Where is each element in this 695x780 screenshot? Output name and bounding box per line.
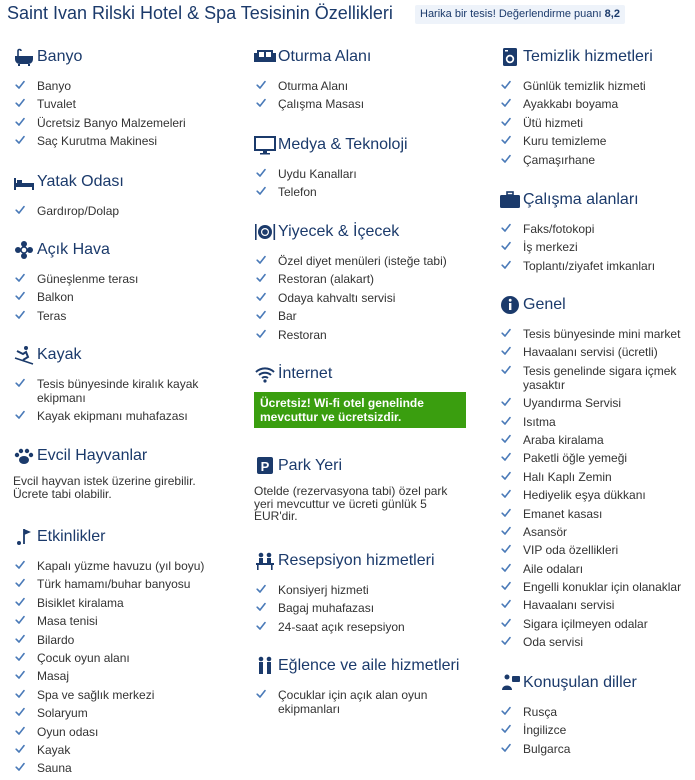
list-item-label: Kayak (37, 742, 71, 757)
list-item (499, 240, 688, 254)
section-etkinlik (13, 527, 253, 776)
section-title: Çalışma alanları (523, 191, 639, 208)
list-item-label: Ayakkabı boyama (523, 97, 619, 112)
list-item (254, 185, 478, 199)
section-oturma (254, 47, 494, 112)
list-item (13, 669, 207, 683)
list-item-label: Masa tenisi (37, 614, 98, 629)
list-item (13, 272, 207, 286)
checkmark-icon (501, 636, 511, 646)
checkmark-icon (15, 117, 25, 127)
section-header (499, 295, 695, 315)
list-item (499, 134, 688, 148)
golf-flag-icon (13, 527, 35, 547)
section-title: Banyo (37, 48, 83, 65)
section-diller (499, 673, 695, 756)
list-item-label: Solaryum (37, 706, 88, 721)
checkmark-icon (501, 526, 511, 536)
checkmark-icon (501, 135, 511, 145)
list-item-label: Tesis bünyesinde kiralık kayak ekipmanı (37, 377, 199, 405)
section-item-list (13, 559, 207, 780)
list-item-label: Sigara içilmeyen odalar (523, 616, 648, 631)
list-item (13, 633, 207, 647)
checkmark-icon (15, 689, 25, 699)
list-item-label: Havaalanı servisi (523, 598, 615, 613)
section-item-list (499, 327, 688, 654)
checkmark-icon (501, 706, 511, 716)
checkmark-icon (501, 544, 511, 554)
list-item (499, 345, 688, 359)
page-title: Saint Ivan Rilski Hotel & Spa Tesisinin Özellikleri (7, 3, 393, 23)
checkmark-icon (15, 762, 25, 772)
list-item (499, 742, 688, 756)
checkmark-icon (15, 410, 25, 420)
section-evcil (13, 446, 253, 501)
list-item-label: Ütü hizmeti (523, 115, 584, 130)
list-item-label: Masaj (37, 669, 70, 684)
section-item-list (13, 272, 207, 327)
checkmark-icon (501, 117, 511, 127)
list-item-label: Tesis bünyesinde mini market (523, 327, 681, 341)
list-item (499, 598, 688, 612)
speech-bubble-icon (499, 673, 521, 693)
skier-icon (13, 345, 35, 365)
list-item (13, 97, 207, 111)
section-acikhava (13, 240, 253, 323)
section-header (13, 446, 253, 466)
section-medya (254, 135, 494, 200)
list-item (254, 620, 478, 634)
checkmark-icon (256, 168, 266, 178)
checkmark-icon (256, 255, 266, 265)
list-item-label: Tesis genelinde sigara içmek yasaktır (523, 363, 677, 392)
checkmark-icon (15, 634, 25, 644)
list-item (254, 688, 478, 716)
section-title: Evcil Hayvanlar (37, 447, 148, 464)
list-item (254, 583, 478, 597)
list-item (499, 723, 688, 737)
list-item-label: Toplantı/ziyafet imkanları (523, 258, 656, 273)
checkmark-icon (15, 310, 25, 320)
list-item-label: Uydu Kanalları (278, 167, 357, 181)
svg-text:P: P (260, 459, 270, 474)
section-item-list (254, 583, 478, 638)
list-item-label: Kayak ekipmanı muhafazası (37, 409, 188, 424)
section-title: Etkinlikler (37, 528, 106, 545)
list-item (13, 688, 207, 702)
section-title: Yatak Odası (37, 173, 124, 190)
list-item-label: İngilizce (523, 723, 567, 738)
list-item (13, 614, 207, 628)
list-item (13, 116, 207, 130)
list-item-label: Güneşlenme terası (37, 272, 139, 286)
section-header (13, 47, 253, 67)
list-item-label: Bar (278, 309, 297, 324)
section-kayak (13, 345, 253, 424)
section-title: Yiyecek & İçecek (278, 223, 400, 240)
list-item (254, 97, 478, 111)
list-item-label: Çalışma Masası (278, 97, 365, 112)
list-item-label: Tuvalet (37, 97, 76, 112)
list-item-label: Banyo (37, 79, 72, 93)
list-item-label: Oyun odası (37, 724, 99, 739)
checkmark-icon (501, 223, 511, 233)
section-item-list (254, 688, 478, 720)
checkmark-icon (15, 578, 25, 588)
list-item-label: Isıtma (523, 414, 556, 429)
list-item (499, 433, 688, 447)
list-item (254, 167, 478, 181)
reception-icon (254, 551, 276, 571)
list-item-label: 24-saat açık resepsiyon (278, 619, 405, 634)
list-item (13, 290, 207, 304)
section-header (13, 345, 253, 365)
info-icon (499, 295, 521, 315)
list-item (499, 396, 688, 410)
section-note: Evcil hayvan istek üzerine girebilir. Ücrete tabi olabilir. (13, 474, 196, 501)
list-item (499, 470, 688, 484)
checkmark-icon (15, 80, 25, 90)
section-title: Konuşulan diller (523, 674, 637, 691)
list-item-label: Oda servisi (523, 635, 584, 650)
section-header (254, 47, 494, 67)
rating-text: Harika bir tesis! Değerlendirme puanı (420, 8, 602, 20)
checkmark-icon (15, 560, 25, 570)
list-item (254, 309, 478, 323)
list-item (499, 79, 688, 93)
section-title: Resepsiyon hizmetleri (278, 552, 435, 569)
list-item-label: İş merkezi (523, 240, 578, 255)
checkmark-icon (15, 597, 25, 607)
list-item-label: Odaya kahvaltı servisi (278, 290, 396, 305)
list-item (499, 488, 688, 502)
bed-icon (13, 172, 35, 192)
list-item (499, 635, 688, 649)
free-wifi-banner (254, 392, 466, 428)
list-item-label: Telefon (278, 185, 317, 200)
checkmark-icon (501, 471, 511, 481)
list-item-label: Kapalı yüzme havuzu (yıl boyu) (37, 559, 205, 573)
list-item (499, 364, 688, 392)
section-title: Genel (523, 296, 566, 313)
section-title: Temizlik hizmetleri (523, 48, 653, 65)
flower-icon (13, 240, 35, 260)
checkmark-icon (15, 744, 25, 754)
section-header (499, 190, 695, 210)
section-header (254, 656, 494, 676)
section-title: İnternet (278, 365, 333, 382)
list-item-label: Bisiklet kiralama (37, 595, 124, 610)
sofa-icon (254, 47, 276, 67)
section-park (254, 456, 494, 523)
list-item-label: Ücretsiz Banyo Malzemeleri (37, 115, 186, 130)
washing-machine-icon (499, 47, 521, 67)
list-item-label: Günlük temizlik hizmeti (523, 79, 646, 93)
list-item-label: Havaalanı servisi (ücretli) (523, 345, 658, 360)
checkmark-icon (256, 689, 266, 699)
list-item-label: Saç Kurutma Makinesi (37, 134, 158, 149)
list-item-label: VIP oda özellikleri (523, 543, 619, 558)
checkmark-icon (501, 260, 511, 270)
section-title: Oturma Alanı (278, 48, 372, 65)
checkmark-icon (256, 310, 266, 320)
list-item-label: Uyandırma Servisi (523, 396, 622, 411)
paw-icon (13, 446, 35, 466)
list-item (499, 415, 688, 429)
checkmark-icon (256, 273, 266, 283)
list-item-label: Sauna (37, 761, 72, 776)
checkmark-icon (501, 618, 511, 628)
list-item-label: Faks/fotokopi (523, 222, 595, 236)
checkmark-icon (256, 329, 266, 339)
checkmark-icon (256, 80, 266, 90)
checkmark-icon (15, 98, 25, 108)
section-item-list (499, 705, 688, 760)
list-item (13, 596, 207, 610)
list-item-label: Restoran (278, 327, 327, 342)
section-item-list (254, 167, 478, 204)
checkmark-icon (256, 292, 266, 302)
list-item (13, 559, 207, 573)
checkmark-icon (15, 726, 25, 736)
checkmark-icon (501, 397, 511, 407)
list-item (254, 291, 478, 305)
list-item (254, 328, 478, 342)
list-item-label: Spa ve sağlık merkezi (37, 687, 155, 702)
list-item (499, 562, 688, 576)
checkmark-icon (15, 205, 25, 215)
checkmark-icon (501, 452, 511, 462)
section-header (254, 135, 494, 155)
list-item-label: Paketli öğle yemeği (523, 451, 628, 466)
checkmark-icon (15, 273, 25, 283)
section-title: Kayak (37, 346, 82, 363)
list-item-label: Kuru temizleme (523, 134, 607, 149)
checkmark-icon (501, 328, 511, 338)
list-item (254, 254, 478, 268)
section-title: Park Yeri (278, 457, 343, 474)
checkmark-icon (501, 581, 511, 591)
checkmark-icon (501, 98, 511, 108)
list-item-label: Hediyelik eşya dükkanı (523, 488, 646, 503)
section-genel (499, 295, 695, 650)
section-item-list (13, 377, 207, 428)
parking-icon (254, 456, 276, 476)
checkmark-icon (256, 584, 266, 594)
section-title: Açık Hava (37, 241, 110, 258)
section-title: Eğlence ve aile hizmetleri (278, 657, 460, 674)
briefcase-icon (499, 190, 521, 210)
list-item (254, 601, 478, 615)
wifi-icon (254, 364, 276, 384)
list-item-label: Konsiyerj hizmeti (278, 583, 369, 597)
list-item-label: Emanet kasası (523, 506, 603, 521)
checkmark-icon (501, 508, 511, 518)
section-item-list (254, 254, 478, 346)
list-item (499, 580, 688, 594)
section-item-list (499, 79, 688, 171)
section-header (254, 222, 494, 242)
checkmark-icon (15, 378, 25, 388)
checkmark-icon (501, 80, 511, 90)
section-item-list (13, 79, 207, 153)
section-item-list (13, 204, 207, 222)
list-item (499, 525, 688, 539)
section-header (254, 456, 494, 476)
list-item (499, 116, 688, 130)
checkmark-icon (256, 602, 266, 612)
rating-badge (415, 5, 625, 24)
checkmark-icon (501, 724, 511, 734)
checkmark-icon (501, 154, 511, 164)
checkmark-icon (501, 743, 511, 753)
section-yiyecek (254, 222, 494, 342)
checkmark-icon (501, 599, 511, 609)
list-item (499, 222, 688, 236)
section-eglence (254, 656, 494, 716)
checkmark-icon (15, 291, 25, 301)
list-item (499, 259, 688, 273)
family-icon (254, 656, 276, 676)
list-item-label: Halı Kaplı Zemin (523, 469, 612, 484)
list-item-label: Oturma Alanı (278, 79, 349, 93)
list-item (499, 543, 688, 557)
list-item (13, 651, 207, 665)
section-header (13, 172, 253, 192)
checkmark-icon (256, 98, 266, 108)
list-item (13, 409, 207, 423)
list-item-label: Çamaşırhane (523, 152, 596, 167)
list-item-label: Bulgarca (523, 741, 571, 756)
list-item (499, 507, 688, 521)
list-item-label: Gardırop/Dolap (37, 204, 120, 218)
list-item-label: Bilardo (37, 632, 75, 647)
list-item (13, 725, 207, 739)
free-label: Ücretsiz! (260, 396, 311, 410)
checkmark-icon (15, 615, 25, 625)
monitor-icon (254, 135, 276, 155)
list-item (13, 309, 207, 323)
list-item (499, 327, 688, 341)
checkmark-icon (15, 707, 25, 717)
list-item-label: Bagaj muhafazası (278, 601, 375, 616)
list-item-label: Türk hamamı/buhar banyosu (37, 577, 191, 592)
section-note: Otelde (rezervasyona tabi) özel park yeri mevcuttur ve ücreti günlük 5 EUR'dir. (254, 484, 448, 523)
checkmark-icon (501, 365, 511, 375)
free-wifi-text: Wi-fi otel genelinde mevcuttur ve ücretsizdir. (260, 396, 424, 424)
list-item (13, 377, 207, 405)
checkmark-icon (256, 186, 266, 196)
list-item (13, 134, 207, 148)
plate-cutlery-icon (254, 222, 276, 242)
list-item-label: Engelli konuklar için olanaklar (523, 580, 682, 595)
list-item-label: Özel diyet menüleri (isteğe tabi) (278, 254, 447, 268)
section-yatak (13, 172, 253, 218)
checkmark-icon (501, 489, 511, 499)
section-header (499, 47, 695, 67)
section-header (254, 364, 494, 384)
list-item (254, 272, 478, 286)
section-title: Medya & Teknoloji (278, 136, 408, 153)
list-item-label: Rusça (523, 705, 558, 719)
checkmark-icon (15, 670, 25, 680)
section-temizlik (499, 47, 695, 167)
list-item-label: Balkon (37, 290, 74, 305)
section-header (254, 551, 494, 571)
list-item (499, 705, 688, 719)
list-item (499, 617, 688, 631)
checkmark-icon (501, 241, 511, 251)
checkmark-icon (501, 434, 511, 444)
list-item-label: Çocuklar için açık alan oyun ekipmanları (278, 688, 428, 716)
section-calisma (499, 190, 695, 273)
section-item-list (254, 79, 478, 116)
list-item (13, 761, 207, 775)
checkmark-icon (15, 652, 25, 662)
section-header (13, 527, 253, 547)
checkmark-icon (501, 563, 511, 573)
section-resepsiyon (254, 551, 494, 634)
checkmark-icon (15, 135, 25, 145)
list-item-label: Araba kiralama (523, 432, 604, 447)
list-item (499, 97, 688, 111)
list-item-label: Aile odaları (523, 561, 584, 576)
section-internet (254, 364, 494, 424)
checkmark-icon (256, 621, 266, 631)
section-item-list (499, 222, 688, 277)
list-item (13, 577, 207, 591)
list-item-label: Teras (37, 308, 67, 323)
list-item (13, 743, 207, 757)
list-item (13, 706, 207, 720)
section-banyo (13, 47, 253, 149)
section-header (499, 673, 695, 693)
checkmark-icon (501, 346, 511, 356)
section-header (13, 240, 253, 260)
checkmark-icon (501, 416, 511, 426)
list-item-label: Asansör (523, 524, 568, 539)
list-item (13, 204, 207, 218)
list-item (499, 153, 688, 167)
rating-score: 8,2 (604, 8, 620, 20)
list-item-label: Çocuk oyun alanı (37, 650, 130, 665)
bathtub-icon (13, 47, 35, 67)
list-item (254, 79, 478, 93)
list-item (13, 79, 207, 93)
list-item (499, 451, 688, 465)
list-item-label: Restoran (alakart) (278, 272, 375, 287)
